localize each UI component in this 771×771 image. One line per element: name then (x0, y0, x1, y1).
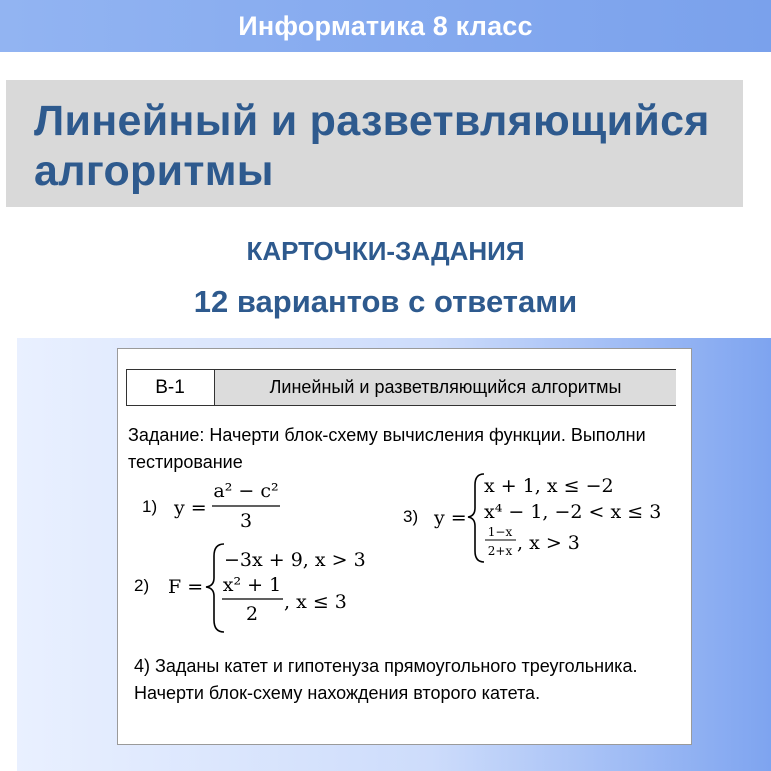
formula-3-case-2: x⁴ − 1, −2 < x ≤ 3 (484, 501, 662, 523)
formula-2-case-2-denominator: 2 (245, 603, 259, 625)
formula-3-case-1: x + 1, x ≤ −2 (484, 475, 614, 497)
formula-3-case-3-numerator: 1−x (487, 525, 513, 539)
variants-subtitle: 12 вариантов с ответами (193, 284, 578, 319)
formula-2-case-2-condition: , x ≤ 3 (284, 591, 347, 613)
formula-2-lhs: F = (168, 576, 204, 598)
formula-3 (403, 474, 661, 562)
formula-2-case-1: −3x + 9, x > 3 (224, 549, 366, 571)
formula-3-label: 3) (403, 507, 419, 526)
task-text: Задание: Начерти блок-схему вычисления функции. Выполни тестирование (128, 425, 646, 472)
task-4-text: 4) Заданы катет и гипотенуза прямоугольного треугольника. Начерти блок-схему нахождения второго катета. (134, 656, 638, 703)
formula-3-case-3-denominator: 2+x (487, 544, 513, 558)
formula-1-numerator: a² − c² (213, 480, 279, 502)
formula-2-case-2-numerator: x² + 1 (222, 574, 282, 596)
page-title: Линейный и разветвляющийся алгоритмы (34, 97, 710, 195)
formula-3-lhs: y = (434, 507, 467, 529)
formula-1-denominator: 3 (239, 510, 253, 532)
formula-1 (142, 480, 280, 532)
variant-label: В-1 (155, 377, 185, 398)
cards-subtitle: КАРТОЧКИ-ЗАДАНИЯ (246, 236, 525, 266)
formula-1-label: 1) (142, 497, 158, 516)
formula-2-label: 2) (134, 576, 150, 595)
formula-1-lhs: y = (174, 497, 207, 519)
brace-icon (206, 544, 224, 632)
brace-icon (468, 474, 484, 562)
subject-banner: Информатика 8 класс (0, 0, 771, 52)
card-topic: Линейный и разветвляющийся алгоритмы (214, 370, 676, 405)
formula-3-case-3-condition: , x > 3 (517, 532, 580, 554)
formula-2 (134, 544, 366, 632)
